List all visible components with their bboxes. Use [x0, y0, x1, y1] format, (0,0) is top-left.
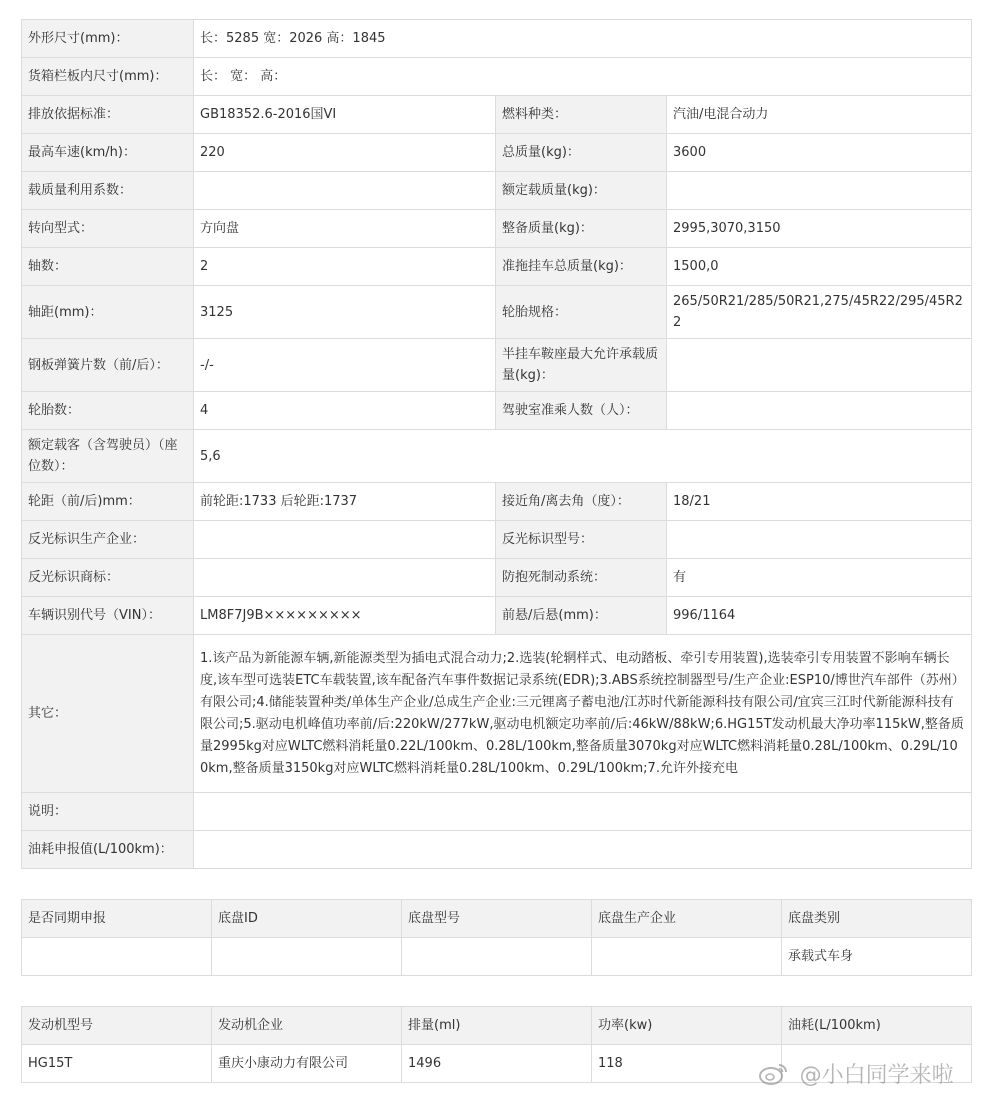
- note-value: [194, 793, 972, 831]
- chassis-header-cell: 底盘ID: [212, 900, 402, 938]
- engine-header-cell: 功率(kw): [592, 1007, 782, 1045]
- leaf-spring-value: -/-: [194, 339, 496, 392]
- other-label: 其它：: [22, 635, 194, 793]
- axles-label: 轴数：: [22, 248, 194, 286]
- chassis-header-row: [22, 900, 972, 938]
- watermark-text: @小白同学来啦: [799, 1063, 954, 1088]
- chassis-cell: [212, 938, 402, 976]
- note-label: 说明：: [22, 793, 194, 831]
- chassis-header-cell: 底盘类别: [782, 900, 972, 938]
- engine-cell: 重庆小康动力有限公司: [212, 1045, 402, 1083]
- chassis-cell: [592, 938, 782, 976]
- cab-occupants-value: [667, 392, 972, 430]
- chassis-cell: [402, 938, 592, 976]
- trailer-mass-value: 1500,0: [667, 248, 972, 286]
- gross-mass-label: 总质量(kg)：: [496, 134, 667, 172]
- overhang-label: 前悬/后悬(mm)：: [496, 597, 667, 635]
- curb-mass-value: 2995,3070,3150: [667, 210, 972, 248]
- axles-value: 2: [194, 248, 496, 286]
- reflector-model-label: 反光标识型号：: [496, 521, 667, 559]
- saddle-load-value: [667, 339, 972, 392]
- tire-count-value: 4: [194, 392, 496, 430]
- chassis-table: [21, 899, 972, 976]
- tire-count-label: 轮胎数：: [22, 392, 194, 430]
- overhang-value: 996/1164: [667, 597, 972, 635]
- track-label: 轮距（前/后)mm：: [22, 483, 194, 521]
- steering-value: 方向盘: [194, 210, 496, 248]
- fuel-report-label: 油耗申报值(L/100km)：: [22, 831, 194, 869]
- chassis-header-cell: 是否同期申报: [22, 900, 212, 938]
- chassis-data-row: [22, 938, 972, 976]
- engine-header-cell: 排量(ml): [402, 1007, 592, 1045]
- reflector-model-value: [667, 521, 972, 559]
- engine-cell: 118: [592, 1045, 782, 1083]
- approach-angle-label: 接近角/离去角（度）：: [496, 483, 667, 521]
- load-coef-label: 载质量利用系数：: [22, 172, 194, 210]
- watermark: [758, 1058, 954, 1089]
- max-speed-value: 220: [194, 134, 496, 172]
- abs-label: 防抱死制动系统：: [496, 559, 667, 597]
- emission-value: GB18352.6-2016国VI: [194, 96, 496, 134]
- cargo-box-label: 货箱栏板内尺寸(mm)：: [22, 58, 194, 96]
- dims-value: 长：5285 宽：2026 高：1845: [194, 20, 972, 58]
- leaf-spring-label: 钢板弹簧片数（前/后）：: [22, 339, 194, 392]
- chassis-header-cell: 底盘生产企业: [592, 900, 782, 938]
- chassis-cell: 承载式车身: [782, 938, 972, 976]
- vin-value: LM8F7J9B×××××××××: [194, 597, 496, 635]
- cab-occupants-label: 驾驶室准乘人数（人）：: [496, 392, 667, 430]
- engine-header-cell: 发动机企业: [212, 1007, 402, 1045]
- reflector-brand-value: [194, 559, 496, 597]
- max-speed-label: 最高车速(km/h)：: [22, 134, 194, 172]
- other-value: 1.该产品为新能源车辆,新能源类型为插电式混合动力;2.选装(轮辋样式、电动踏板、牵引专用装置),选装牵引专用装置不影响车辆长度,该车型可选装ETC车载装置,该车配备汽车事件数据记录系统(EDR);3.ABS系统控制器型号/生产企业:ESP10/博世汽车部件（苏州）有限公司;4.储能装置种类/单体生产企业/总成生产企业:三元锂离子蓄电池/江苏时代新能源科技有限公司/宜宾三江时代新能源科技有限公司;5.驱动电机峰值功率前/后:220kW/277kW,驱动电机额定功率前/后:46kW/88kW;6.HG15T发动机最大净功率115kW,整备质量2995kg对应WLTC燃料消耗量0.22L/100km、0.28L/100km,整备质量3070kg对应WLTC燃料消耗量0.28L/100km、0.29L/100km,整备质量3150kg对应WLTC燃料消耗量0.28L/100km、0.29L/100km;7.允许外接充电: [194, 635, 972, 793]
- engine-header-cell: 发动机型号: [22, 1007, 212, 1045]
- reflector-brand-label: 反光标识商标：: [22, 559, 194, 597]
- seats-value: 5,6: [194, 430, 972, 483]
- wheelbase-label: 轴距(mm)：: [22, 286, 194, 339]
- seats-label: 额定载客（含驾驶员）（座位数）：: [22, 430, 194, 483]
- engine-header-row: [22, 1007, 972, 1045]
- wheelbase-value: 3125: [194, 286, 496, 339]
- dims-label: 外形尺寸(mm)：: [22, 20, 194, 58]
- rated-load-label: 额定载质量(kg)：: [496, 172, 667, 210]
- tire-spec-value: 265/50R21/285/50R21,275/45R22/295/45R22: [667, 286, 972, 339]
- engine-cell: HG15T: [22, 1045, 212, 1083]
- vehicle-spec-table: [21, 19, 972, 869]
- cargo-box-value: 长： 宽： 高：: [194, 58, 972, 96]
- trailer-mass-label: 准拖挂车总质量(kg)：: [496, 248, 667, 286]
- chassis-header-cell: 底盘型号: [402, 900, 592, 938]
- saddle-load-label: 半挂车鞍座最大允许承载质量(kg)：: [496, 339, 667, 392]
- curb-mass-label: 整备质量(kg)：: [496, 210, 667, 248]
- chassis-cell: [22, 938, 212, 976]
- approach-angle-value: 18/21: [667, 483, 972, 521]
- fuel-type-value: 汽油/电混合动力: [667, 96, 972, 134]
- weibo-icon: [758, 1060, 796, 1088]
- fuel-type-label: 燃料种类：: [496, 96, 667, 134]
- load-coef-value: [194, 172, 496, 210]
- reflector-maker-label: 反光标识生产企业：: [22, 521, 194, 559]
- tire-spec-label: 轮胎规格：: [496, 286, 667, 339]
- reflector-maker-value: [194, 521, 496, 559]
- abs-value: 有: [667, 559, 972, 597]
- steering-label: 转向型式：: [22, 210, 194, 248]
- emission-label: 排放依据标准：: [22, 96, 194, 134]
- fuel-report-value: [194, 831, 972, 869]
- track-value: 前轮距:1733 后轮距:1737: [194, 483, 496, 521]
- rated-load-value: [667, 172, 972, 210]
- vin-label: 车辆识别代号（VIN）：: [22, 597, 194, 635]
- engine-header-cell: 油耗(L/100km): [782, 1007, 972, 1045]
- gross-mass-value: 3600: [667, 134, 972, 172]
- engine-cell: 1496: [402, 1045, 592, 1083]
